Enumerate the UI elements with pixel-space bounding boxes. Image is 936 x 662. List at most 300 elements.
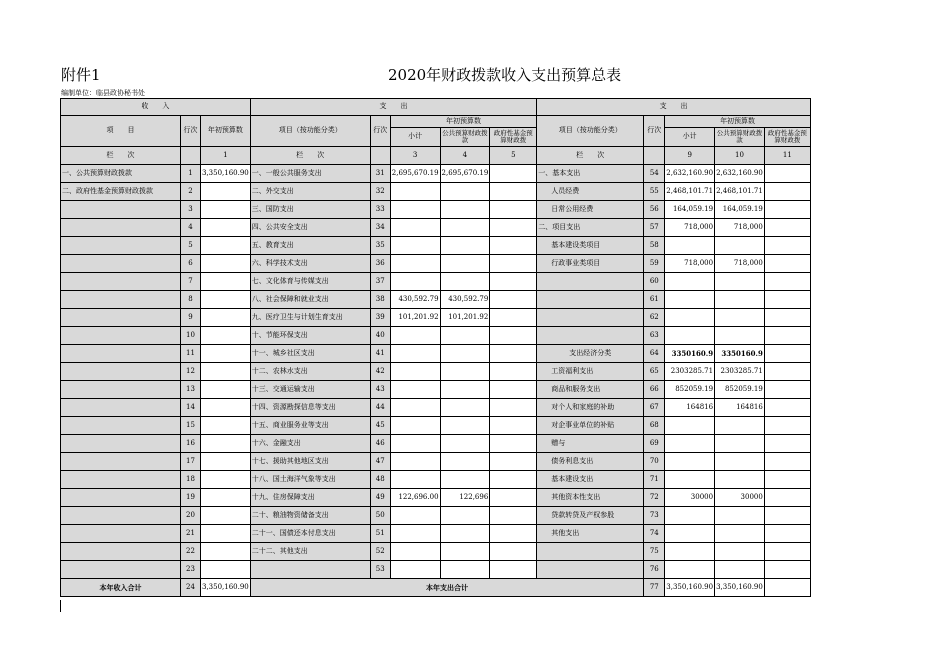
function-line-cell: 50	[370, 507, 390, 525]
function-item-cell: 二十二、其他支出	[250, 543, 370, 561]
economic-public-cell: 164816	[715, 399, 765, 417]
column-number-4: 4	[440, 147, 490, 165]
function-subtotal-cell: 101,201.92	[390, 309, 440, 327]
economic-item-cell: 基本建设支出	[537, 471, 644, 489]
function-fund-cell	[490, 291, 537, 309]
economic-subtotal-cell	[665, 291, 715, 309]
economic-item-cell: 对个人和家庭的补助	[537, 399, 644, 417]
income-line-cell: 20	[181, 507, 201, 525]
column-number-10: 10	[715, 147, 765, 165]
function-line-cell: 36	[370, 255, 390, 273]
economic-fund-cell	[764, 345, 810, 363]
function-item-cell: 十一、城乡社区支出	[250, 345, 370, 363]
table-row	[61, 471, 811, 489]
function-line-cell: 53	[370, 561, 390, 579]
economic-item-cell: 债务利息支出	[537, 453, 644, 471]
function-line-cell: 37	[370, 273, 390, 291]
table-row	[61, 291, 811, 309]
economic-line-cell: 64	[644, 345, 665, 363]
function-fund-cell	[490, 543, 537, 561]
function-item-cell: 十二、农林水支出	[250, 363, 370, 381]
income-budget-cell	[201, 327, 251, 345]
economic-line-cell: 63	[644, 327, 665, 345]
economic-fund-cell	[764, 327, 810, 345]
economic-fund-cell	[764, 525, 810, 543]
budget-summary-table	[60, 98, 811, 597]
income-line-cell: 19	[181, 489, 201, 507]
economic-fund-cell	[764, 561, 810, 579]
economic-item-cell: 贷款转贷及产权参股	[537, 507, 644, 525]
expense-function-group-header: 支 出	[250, 99, 537, 116]
economic-item-cell	[537, 327, 644, 345]
function-public-cell	[440, 543, 490, 561]
economic-fund-cell	[764, 471, 810, 489]
function-fund-cell	[490, 525, 537, 543]
function-item-cell: 二十、粮油物资储备支出	[250, 507, 370, 525]
income-item-cell	[61, 561, 181, 579]
table-row	[61, 417, 811, 435]
economic-subtotal-cell: 2,468,101.71	[665, 183, 715, 201]
function-item-cell: 一、一般公共服务支出	[250, 165, 370, 183]
income-line-cell: 6	[181, 255, 201, 273]
function-subtotal-cell	[390, 327, 440, 345]
function-subtotal-cell	[390, 345, 440, 363]
function-item-cell: 三、国防支出	[250, 201, 370, 219]
economic-item-cell	[537, 291, 644, 309]
income-total-label: 本年收入合计	[61, 579, 181, 597]
economic-subtotal-cell	[665, 237, 715, 255]
income-budget-cell	[201, 489, 251, 507]
economic-public-cell: 2,468,101.71	[715, 183, 765, 201]
header-row-2	[61, 116, 811, 128]
function-item-cell: 十九、住房保障支出	[250, 489, 370, 507]
economic-public-cell: 164,059.19	[715, 201, 765, 219]
function-fund-cell	[490, 399, 537, 417]
income-line-cell: 16	[181, 435, 201, 453]
income-budget-cell	[201, 219, 251, 237]
function-public-cell	[440, 237, 490, 255]
economic-public-cell	[715, 237, 765, 255]
economic-line-cell: 72	[644, 489, 665, 507]
economic-line-cell: 61	[644, 291, 665, 309]
function-annual-budget-header: 年初预算数	[390, 116, 537, 128]
function-line-cell: 44	[370, 399, 390, 417]
income-line-cell: 5	[181, 237, 201, 255]
function-line-cell: 51	[370, 525, 390, 543]
economic-fund-cell	[764, 489, 810, 507]
function-public-cell: 101,201.92	[440, 309, 490, 327]
function-line-cell: 34	[370, 219, 390, 237]
function-item-cell	[250, 561, 370, 579]
income-line-cell: 1	[181, 165, 201, 183]
economic-item-cell	[537, 273, 644, 291]
function-public-cell	[440, 201, 490, 219]
income-budget-cell	[201, 507, 251, 525]
economic-item-cell: 一、基本支出	[537, 165, 644, 183]
function-item-cell: 十六、金融支出	[250, 435, 370, 453]
function-fund-cell	[490, 219, 537, 237]
function-subtotal-cell	[390, 543, 440, 561]
expense-total-label: 本年支出合计	[250, 579, 644, 597]
economic-item-cell: 对企事业单位的补贴	[537, 417, 644, 435]
function-line-cell: 42	[370, 363, 390, 381]
economic-fund-cell	[764, 543, 810, 561]
table-row	[61, 309, 811, 327]
function-fund-cell	[490, 561, 537, 579]
function-public-cell	[440, 399, 490, 417]
income-item-cell	[61, 363, 181, 381]
income-line-cell: 9	[181, 309, 201, 327]
subtotal-header: 小计	[390, 128, 440, 147]
function-fund-cell	[490, 327, 537, 345]
economic-public-cell: 718,000	[715, 219, 765, 237]
economic-public-cell: 718,000	[715, 255, 765, 273]
economic-item-cell: 商品和服务支出	[537, 381, 644, 399]
income-item-cell	[61, 309, 181, 327]
function-public-cell	[440, 435, 490, 453]
economic-item-header: 项目（按功能分类）	[537, 116, 644, 147]
economic-fund-cell	[764, 435, 810, 453]
function-subtotal-cell	[390, 255, 440, 273]
economic-fund-cell	[764, 165, 810, 183]
trailing-border-line	[60, 600, 61, 612]
economic-line-cell: 76	[644, 561, 665, 579]
income-item-cell: 二、政府性基金预算财政拨款	[61, 183, 181, 201]
economic-subtotal-cell	[665, 417, 715, 435]
income-budget-cell	[201, 471, 251, 489]
income-item-cell	[61, 453, 181, 471]
function-public-cell	[440, 255, 490, 273]
function-subtotal-cell	[390, 201, 440, 219]
economic-public-cell: 2303285.71	[715, 363, 765, 381]
economic-subtotal-cell: 2,632,160.90	[665, 165, 715, 183]
function-fund-cell	[490, 273, 537, 291]
economic-fund-cell	[764, 183, 810, 201]
economic-fund-cell	[764, 417, 810, 435]
economic-subtotal-cell: 164816	[665, 399, 715, 417]
function-public-cell	[440, 453, 490, 471]
table-row	[61, 201, 811, 219]
economic-fund-cell	[764, 309, 810, 327]
income-line-cell: 17	[181, 453, 201, 471]
function-item-cell: 十四、资源勘探信息等支出	[250, 399, 370, 417]
income-line-cell: 14	[181, 399, 201, 417]
column-label-2: 栏 次	[250, 147, 370, 165]
function-line-cell: 41	[370, 345, 390, 363]
function-subtotal-cell	[390, 525, 440, 543]
income-item-cell	[61, 525, 181, 543]
economic-item-cell: 其他支出	[537, 525, 644, 543]
economic-item-cell: 二、项目支出	[537, 219, 644, 237]
economic-item-cell	[537, 561, 644, 579]
function-public-cell	[440, 561, 490, 579]
attachment-label: 附件1	[61, 66, 101, 84]
economic-line-cell: 67	[644, 399, 665, 417]
function-fund-cell	[490, 489, 537, 507]
income-budget-cell	[201, 291, 251, 309]
income-item-cell	[61, 345, 181, 363]
economic-subtotal-cell	[665, 561, 715, 579]
economic-fund-cell	[764, 255, 810, 273]
function-item-cell: 十三、交通运输支出	[250, 381, 370, 399]
economic-public-cell	[715, 453, 765, 471]
function-line-cell: 45	[370, 417, 390, 435]
function-line-cell: 43	[370, 381, 390, 399]
expense-total-public: 3,350,160.90	[715, 579, 765, 597]
income-budget-cell	[201, 237, 251, 255]
income-line-cell: 12	[181, 363, 201, 381]
income-budget-cell	[201, 453, 251, 471]
economic-line-cell: 55	[644, 183, 665, 201]
function-line-cell: 31	[370, 165, 390, 183]
gov-fund-header-2: 政府性基金预算财政拨	[764, 128, 810, 147]
column-label: 栏 次	[61, 147, 181, 165]
economic-line-cell: 54	[644, 165, 665, 183]
economic-line-cell: 60	[644, 273, 665, 291]
function-fund-cell	[490, 435, 537, 453]
income-budget-cell	[201, 561, 251, 579]
function-fund-cell	[490, 183, 537, 201]
economic-subtotal-cell	[665, 453, 715, 471]
income-budget-cell	[201, 543, 251, 561]
table-row	[61, 399, 811, 417]
economic-line-cell: 71	[644, 471, 665, 489]
function-public-cell	[440, 327, 490, 345]
function-item-cell: 十、节能环保支出	[250, 327, 370, 345]
table-row	[61, 363, 811, 381]
income-budget-cell	[201, 417, 251, 435]
function-fund-cell	[490, 507, 537, 525]
income-total-value: 3,350,160.90	[201, 579, 251, 597]
function-subtotal-cell: 430,592.79	[390, 291, 440, 309]
income-line-cell: 3	[181, 201, 201, 219]
economic-item-cell: 行政事业类项目	[537, 255, 644, 273]
function-public-cell	[440, 417, 490, 435]
income-budget-cell	[201, 363, 251, 381]
function-public-cell	[440, 363, 490, 381]
economic-public-cell	[715, 507, 765, 525]
function-public-cell	[440, 507, 490, 525]
income-line-header: 行次	[181, 116, 201, 147]
function-public-cell: 2,695,670.19	[440, 165, 490, 183]
function-public-cell	[440, 525, 490, 543]
economic-line-cell: 69	[644, 435, 665, 453]
table-row	[61, 489, 811, 507]
income-line-cell: 22	[181, 543, 201, 561]
income-line-cell: 13	[181, 381, 201, 399]
income-budget-cell	[201, 525, 251, 543]
function-public-cell	[440, 219, 490, 237]
function-subtotal-cell	[390, 399, 440, 417]
function-item-cell: 四、公共安全支出	[250, 219, 370, 237]
economic-fund-cell	[764, 291, 810, 309]
function-line-cell: 47	[370, 453, 390, 471]
economic-line-cell: 57	[644, 219, 665, 237]
income-budget-cell	[201, 255, 251, 273]
income-budget-header: 年初预算数	[201, 116, 251, 147]
income-item-cell	[61, 237, 181, 255]
economic-public-cell	[715, 525, 765, 543]
function-subtotal-cell: 2,695,670.19	[390, 165, 440, 183]
expense-total-fund	[764, 579, 810, 597]
table-row	[61, 345, 811, 363]
header-row-1	[61, 99, 811, 116]
column-label-3: 栏 次	[537, 147, 644, 165]
economic-subtotal-cell: 164,059.19	[665, 201, 715, 219]
function-subtotal-cell	[390, 417, 440, 435]
function-line-cell: 40	[370, 327, 390, 345]
income-line-cell: 11	[181, 345, 201, 363]
table-row	[61, 255, 811, 273]
economic-subtotal-cell	[665, 435, 715, 453]
function-item-cell: 十五、商业服务业等支出	[250, 417, 370, 435]
function-public-cell	[440, 183, 490, 201]
table-row	[61, 165, 811, 183]
economic-subtotal-cell: 718,000	[665, 255, 715, 273]
income-line-cell: 18	[181, 471, 201, 489]
economic-subtotal-cell	[665, 507, 715, 525]
function-item-cell: 六、科学技术支出	[250, 255, 370, 273]
column-number-1: 1	[201, 147, 251, 165]
function-fund-cell	[490, 417, 537, 435]
income-budget-cell	[201, 183, 251, 201]
expense-total-line: 77	[644, 579, 665, 597]
income-line-cell: 23	[181, 561, 201, 579]
economic-fund-cell	[764, 237, 810, 255]
public-budget-header: 公共预算财政拨款	[440, 128, 490, 147]
economic-item-cell: 日常公用经费	[537, 201, 644, 219]
economic-item-cell: 基本建设类项目	[537, 237, 644, 255]
income-budget-cell	[201, 273, 251, 291]
economic-subtotal-cell	[665, 309, 715, 327]
function-subtotal-cell	[390, 471, 440, 489]
table-row	[61, 273, 811, 291]
subtotal-header-2: 小计	[665, 128, 715, 147]
income-line-cell: 10	[181, 327, 201, 345]
economic-fund-cell	[764, 381, 810, 399]
income-item-cell	[61, 273, 181, 291]
function-item-cell: 二十一、国债还本付息支出	[250, 525, 370, 543]
economic-public-cell	[715, 327, 765, 345]
economic-public-cell: 30000	[715, 489, 765, 507]
function-subtotal-cell	[390, 381, 440, 399]
income-budget-cell: 3,350,160.90	[201, 165, 251, 183]
income-budget-cell	[201, 381, 251, 399]
economic-line-cell: 62	[644, 309, 665, 327]
function-subtotal-cell	[390, 453, 440, 471]
economic-subtotal-cell: 718,000	[665, 219, 715, 237]
economic-line-cell: 56	[644, 201, 665, 219]
economic-subtotal-cell	[665, 525, 715, 543]
column-number-5: 5	[490, 147, 537, 165]
income-item-header: 项 目	[61, 116, 181, 147]
function-line-header: 行次	[370, 116, 390, 147]
income-item-cell	[61, 327, 181, 345]
economic-public-cell	[715, 417, 765, 435]
column-number-blank	[181, 147, 201, 165]
function-item-cell: 十七、援助其他地区支出	[250, 453, 370, 471]
economic-line-cell: 68	[644, 417, 665, 435]
economic-subtotal-cell	[665, 327, 715, 345]
function-subtotal-cell	[390, 507, 440, 525]
economic-annual-budget-header: 年初预算数	[665, 116, 811, 128]
income-line-cell: 15	[181, 417, 201, 435]
function-fund-cell	[490, 201, 537, 219]
expense-total-subtotal: 3,350,160.90	[665, 579, 715, 597]
function-fund-cell	[490, 345, 537, 363]
column-number-blank-2	[370, 147, 390, 165]
economic-public-cell	[715, 543, 765, 561]
table-row	[61, 507, 811, 525]
economic-subtotal-cell	[665, 543, 715, 561]
function-public-cell	[440, 273, 490, 291]
income-total-line: 24	[181, 579, 201, 597]
economic-line-cell: 74	[644, 525, 665, 543]
function-public-cell: 122,696	[440, 489, 490, 507]
function-item-cell: 二、外交支出	[250, 183, 370, 201]
function-item-cell: 七、文化体育与传媒支出	[250, 273, 370, 291]
table-row	[61, 525, 811, 543]
economic-line-cell: 65	[644, 363, 665, 381]
income-budget-cell	[201, 309, 251, 327]
function-public-cell	[440, 381, 490, 399]
economic-public-cell: 3350160.9	[715, 345, 765, 363]
function-item-cell: 九、医疗卫生与计划生育支出	[250, 309, 370, 327]
economic-line-cell: 70	[644, 453, 665, 471]
economic-public-cell: 2,632,160.90	[715, 165, 765, 183]
income-item-cell	[61, 381, 181, 399]
function-line-cell: 33	[370, 201, 390, 219]
function-fund-cell	[490, 381, 537, 399]
function-item-cell: 五、教育支出	[250, 237, 370, 255]
income-budget-cell	[201, 399, 251, 417]
economic-item-cell: 其他资本性支出	[537, 489, 644, 507]
expense-economic-group-header: 支 出	[537, 99, 811, 116]
economic-fund-cell	[764, 363, 810, 381]
economic-subtotal-cell: 30000	[665, 489, 715, 507]
economic-line-cell: 58	[644, 237, 665, 255]
economic-subtotal-cell	[665, 471, 715, 489]
income-item-cell	[61, 471, 181, 489]
function-fund-cell	[490, 471, 537, 489]
public-budget-header-2: 公共预算财政拨款	[715, 128, 765, 147]
economic-item-cell	[537, 309, 644, 327]
function-fund-cell	[490, 165, 537, 183]
economic-line-cell: 66	[644, 381, 665, 399]
function-line-cell: 32	[370, 183, 390, 201]
income-item-cell	[61, 417, 181, 435]
economic-public-cell	[715, 309, 765, 327]
function-line-cell: 38	[370, 291, 390, 309]
income-line-cell: 2	[181, 183, 201, 201]
economic-line-cell: 73	[644, 507, 665, 525]
function-line-cell: 46	[370, 435, 390, 453]
function-public-cell	[440, 345, 490, 363]
table-row	[61, 327, 811, 345]
function-subtotal-cell	[390, 435, 440, 453]
economic-fund-cell	[764, 273, 810, 291]
function-line-cell: 48	[370, 471, 390, 489]
function-subtotal-cell	[390, 237, 440, 255]
economic-item-cell: 人员经费	[537, 183, 644, 201]
function-public-cell: 430,592.79	[440, 291, 490, 309]
income-item-cell	[61, 507, 181, 525]
economic-public-cell: 852059.19	[715, 381, 765, 399]
function-line-cell: 39	[370, 309, 390, 327]
income-item-cell	[61, 399, 181, 417]
income-item-cell	[61, 435, 181, 453]
income-line-cell: 8	[181, 291, 201, 309]
